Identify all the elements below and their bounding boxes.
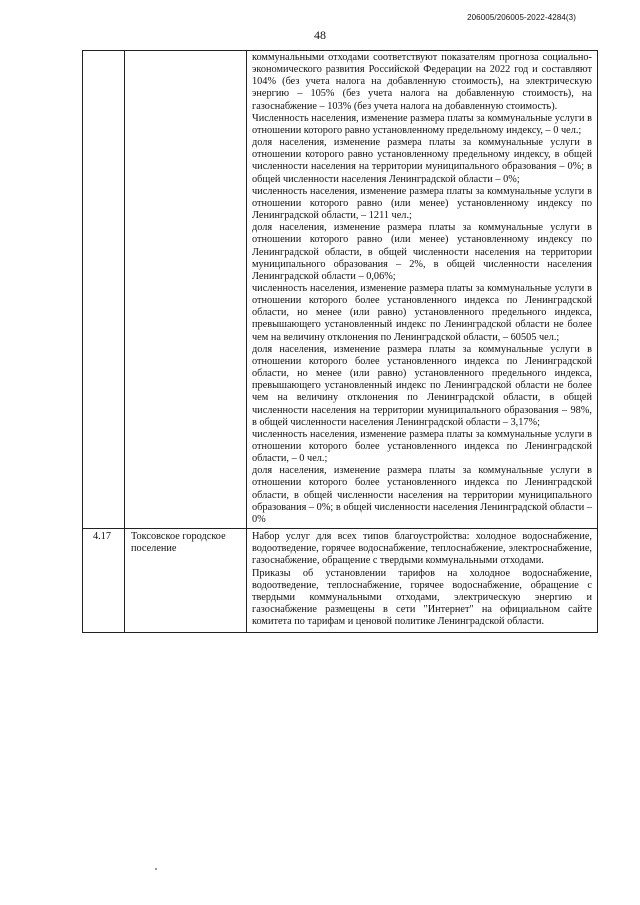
paragraph: доля населения, изменение размера платы за коммунальные услуги в отношении которого более установленного индекса по Ленинградской области, но менее (или равно) установленного предельного индекса, превышающего установленный индекс по Ленинградской области не более чем на величину отклонения по Ленинградской области, в общей численности населения на территории муниципального образования – 98%, в общей численности населения Ленинградской области – 3,17%; — [252, 343, 592, 428]
paragraph: численность населения, изменение размера платы за коммунальные услуги в отношении которого более установленного индекса по Ленинградской области, – 0 чел.; — [252, 428, 592, 465]
paragraph: доля населения, изменение размера платы за коммунальные услуги в отношении которого равно (или менее) установленному индексу по Ленинградской области, в общей численности населения на территории муниципального образования – 2%, в общей численности населения Ленинградской области – 0,06%; — [252, 222, 592, 282]
paragraph: Приказы об установлении тарифов на холодное водоснабжение, водоотведение, теплоснабжение, горячее водоснабжение, обращение с твердыми коммунальными отходами, электрическую энергию и газоснабжение размещены в сети "Интернет" на официальном сайте комитета по тарифам и ценовой политике Ленинградской области. — [252, 567, 592, 628]
paragraph: Набор услуг для всех типов благоустройства: холодное водоснабжение, водоотведение, горячее водоснабжение, теплоснабжение, электроснабжение, газоснабжение, обращение с твердыми коммунальными отходами. — [252, 531, 592, 567]
document-code: 206005/206005-2022-4284(3) — [467, 13, 576, 22]
paragraph: доля населения, изменение размера платы за коммунальные услуги в отношении которого равно установленному предельному индексу, в общей численности населения на территории муниципального образования – 0%; в общей численности населения Ленинградской области – 0%; — [252, 137, 592, 185]
description-cell — [247, 529, 598, 633]
document-table — [82, 50, 598, 633]
municipality-name-cell — [125, 51, 247, 529]
row-number-cell — [83, 51, 125, 529]
table-row-continuation — [83, 51, 598, 529]
row-number — [83, 51, 124, 53]
paragraph: коммунальными отходами соответствуют показателям прогноза социально-экономического развития Российской Федерации на 2022 год и составляют 104% (без учета налога на добавленную стоимость), на электрическую энергию – 105% (без учета налога на добавленную стоимость), на газоснабжение – 103% (без учета налога на добавленную стоимость). — [252, 52, 592, 112]
paragraph: доля населения, изменение размера платы за коммунальные услуги в отношении которого более установленного индекса по Ленинградской области, в общей численности населения на территории муниципального образования – 0%; в общей численности населения Ленинградской области – 0% — [252, 465, 592, 525]
paragraph: численность населения, изменение размера платы за коммунальные услуги в отношении которого более установленного индекса по Ленинградской области, но менее (или равно) установленного предельного индекса, превышающего установленный индекс по Ленинградской области не более чем на величину отклонения по Ленинградской области, – 60505 чел.; — [252, 282, 592, 343]
table-row-4-17 — [83, 529, 598, 633]
paragraph: численность населения, изменение размера платы за коммунальные услуги в отношении которого равно (или менее) установленному индексу по Ленинградской области, – 1211 чел.; — [252, 185, 592, 222]
page-number: 48 — [314, 28, 326, 42]
description-text — [247, 51, 597, 528]
municipality-name: Токсовское городское поселение — [131, 531, 226, 555]
scan-speck — [155, 868, 157, 870]
municipality-name-cell — [125, 529, 247, 633]
paragraph: Численность населения, изменение размера платы за коммунальные услуги в отношении которого равно установленному предельному индексу, – 0 чел.; — [252, 112, 592, 136]
description-text — [247, 529, 597, 632]
municipality-name — [125, 51, 246, 53]
row-number: 4.17 — [93, 531, 112, 543]
row-number-cell — [83, 529, 125, 633]
description-cell — [247, 51, 598, 529]
